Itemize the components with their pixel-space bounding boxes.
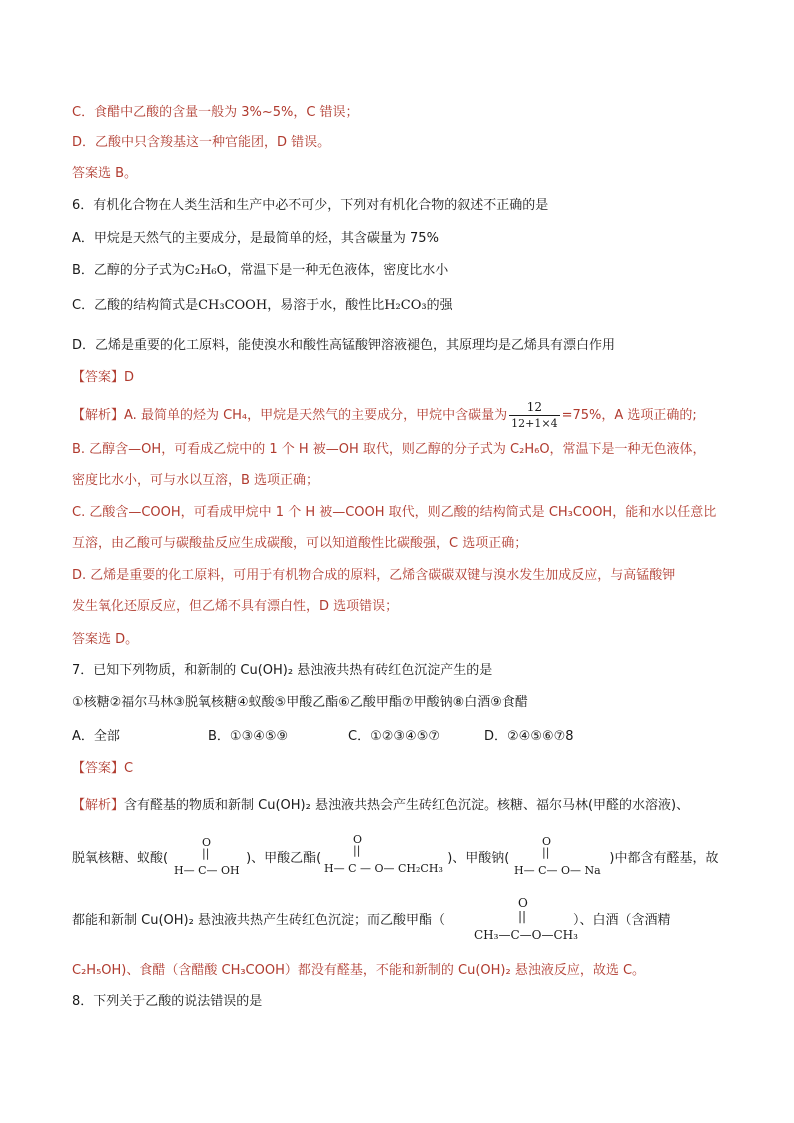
q7-explanation-1 [72,797,689,815]
formic-acid-structure [170,836,250,880]
formula-base: H— C— OH [174,864,240,877]
q6-explanation-b1: B. 乙醇含—OH，可看成乙烷中的 1 个 H 被—OH 取代，则乙醇的分子式为 C₂H₆O，常温下是一种无色液体， [72,442,706,457]
answer-label: 【答案】 [72,370,125,385]
q7-answer [72,760,133,778]
carbonyl-oxygen: O [518,896,528,910]
carbonyl-oxygen: O [542,835,552,848]
ethyl-formate-structure [320,833,450,879]
ex7-text-2b: )、甲酸乙酯( [246,851,322,866]
carbonyl-oxygen: O [353,833,363,846]
q6-explanation-c2: 互溶，由乙酸可与碳酸盐反应生成碳酸，可以知道酸性比碳酸强，C 选项正确； [72,536,528,551]
methyl-acetate-structure [474,896,602,946]
q7-option-c: C．①②③④⑤⑦ [348,729,441,744]
question-6: 6．有机化合物在人类生活和生产中必不可少，下列对有机化合物的叙述不正确的是 [72,198,549,213]
q6-explanation-d2: 发生氧化还原反应，但乙烯不具有漂白性，D 选项错误； [72,599,399,614]
q6c-formula: CH₃COOH [198,298,268,313]
ex6-a-text: A. 最简单的烃为 CH₄，甲烷是天然气的主要成分，甲烷中含碳量为 [124,408,508,423]
answer-label: 【答案】 [72,761,125,776]
q6-option-b [72,262,448,280]
answer-line: 答案选 B。 [72,166,138,181]
sodium-formate-structure [510,835,614,881]
double-bond: || [202,847,210,860]
question-8: 8．下列关于乙酸的说法错误的是 [72,994,263,1009]
q6-option-a: A．甲烷是天然气的主要成分，是最简单的烃，其含碳量为 75% [72,231,439,246]
answer-value: D [124,370,135,385]
q6-explanation-c1: C. 乙酸含—COOH，可看成甲烷中 1 个 H 被—COOH 取代，则乙酸的结构简式是 CH₃COOH，能和水以任意比 [72,505,717,520]
q7-explanation-4: C₂H₅OH)、食醋（含醋酸 CH₃COOH）都没有醛基，不能和新制的 Cu(OH)₂ 悬浊液反应，故选 C。 [72,963,646,978]
q6-option-d: D．乙烯是重要的化工原料，能使溴水和酸性高锰酸钾溶液褪色，其原理均是乙烯具有漂白作用 [72,338,616,353]
q6c-text: C．乙酸的结构简式是 [72,298,199,313]
fraction-numerator: 12 [509,400,559,416]
formula-base: H— C — O— CH₂CH₃ [324,862,443,875]
q6c-formula-2: H₂CO₃ [384,298,427,313]
q6-final-answer: 答案选 D。 [72,632,139,647]
explanation-label: 【解析】 [72,798,125,813]
q7-items: ①核糖②福尔马林③脱氧核糖④蚁酸⑤甲酸乙酯⑥乙酸甲酯⑦甲酸钠⑧白酒⑨食醋 [72,695,528,710]
q6-answer [72,369,134,387]
option-d-explanation: D．乙酸中只含羧基这一种官能团，D 错误。 [72,135,331,150]
double-bond: || [518,909,527,923]
q6b-formula: C₂H₆O [184,263,228,278]
formula-base: H— C— O— Na [514,864,601,877]
ex7-text-3b: ）、白酒（含酒精 [572,913,671,928]
ex6-a-text-2: =75%，A 选项正确的; [561,408,697,423]
q7-option-d: D．②④⑤⑥⑦8 [484,729,574,744]
q7-options [72,728,574,746]
ex7-text-1: 含有醛基的物质和新制 Cu(OH)₂ 悬浊液共热会产生砖红色沉淀。核糖、福尔马林(甲醛的水溶液)、 [124,798,690,813]
q6b-text-2: ，常温下是一种无色液体，密度比水小 [227,263,449,278]
ex7-text-2d: )中都含有醛基，故 [609,851,719,866]
answer-value: C [124,761,134,776]
question-7: 7．已知下列物质，和新制的 Cu(OH)₂ 悬浊液共热有砖红色沉淀产生的是 [72,663,493,678]
q6-option-c [72,297,453,315]
q6b-text: B．乙醇的分子式为 [72,263,185,278]
ex7-text-2c: )、甲酸钠( [447,851,510,866]
double-bond: || [542,846,550,859]
ex7-text-2a: 脱氧核糖、蚁酸( [72,851,169,866]
carbonyl-oxygen: O [202,836,212,849]
q6c-text-3: 的强 [426,298,453,313]
q6-explanation-a [72,400,697,431]
explanation-label: 【解析】 [72,408,125,423]
q7-option-b: B．①③④⑤⑨ [208,729,289,744]
q6-explanation-d1: D. 乙烯是重要的化工原料，可用于有机物合成的原料，乙烯含碳碳双键与溴水发生加成反应，与高锰酸钾 [72,568,676,583]
option-c-explanation: C．食醋中乙酸的含量一般为 3%~5%，C 错误； [72,105,359,120]
fraction-denominator: 12+1×4 [511,417,558,430]
q7-option-a: A．全部 [72,729,120,744]
carbon-fraction [509,400,559,431]
formula-base: CH₃—C—O—CH₃ [474,928,578,942]
double-bond: || [353,844,361,857]
q6-explanation-b2: 密度比水小，可与水以互溶，B 选项正确； [72,473,320,488]
q6c-text-2: ，易溶于水，酸性比 [267,298,385,313]
ex7-text-3a: 都能和新制 Cu(OH)₂ 悬浊液共热产生砖红色沉淀；而乙酸甲酯（ [72,913,445,928]
